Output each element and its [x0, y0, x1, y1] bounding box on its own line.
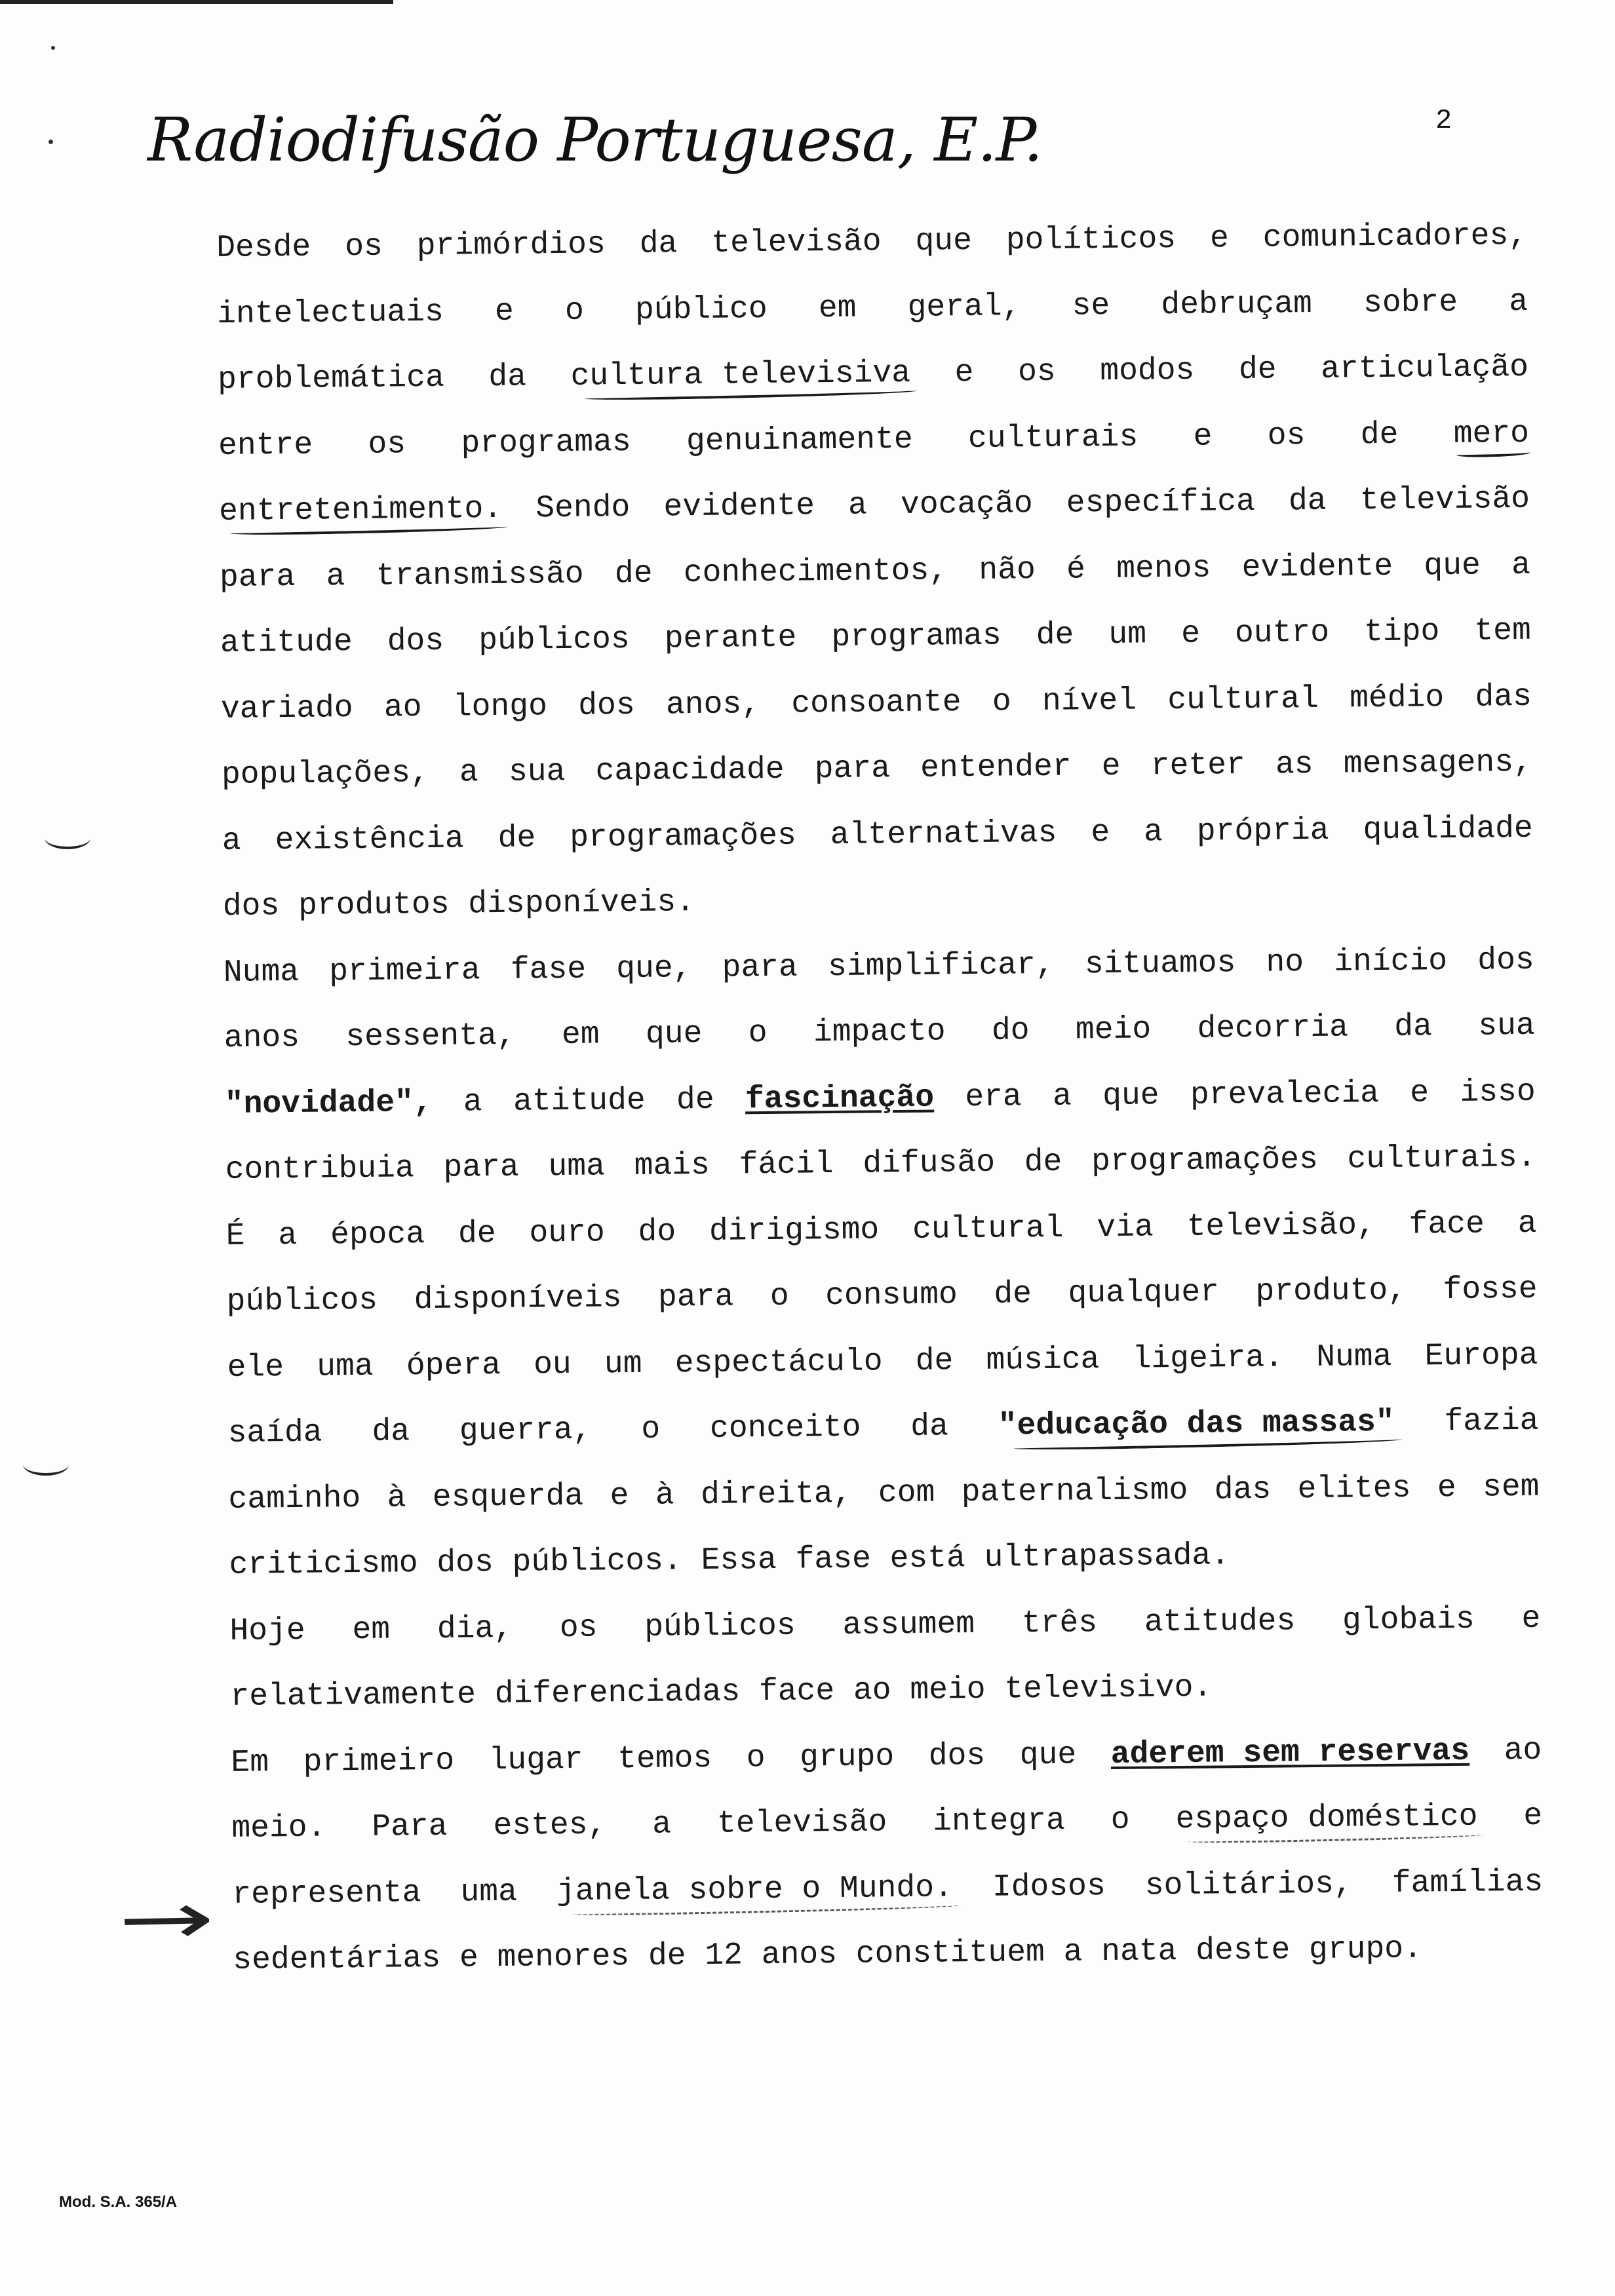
text-line: [225, 1076, 1536, 1120]
word: relativamente: [230, 1677, 477, 1715]
word: contribuia: [225, 1151, 415, 1188]
word: públicos: [478, 621, 630, 659]
paragraph: [224, 944, 1540, 1582]
page-number: 2: [1435, 105, 1452, 136]
word: sobre: [1363, 284, 1458, 321]
word: no: [1266, 944, 1304, 981]
word: um: [1108, 617, 1147, 653]
word: o: [769, 1278, 789, 1314]
text-line: [233, 1932, 1544, 1977]
text-line: [232, 1866, 1543, 1911]
word: a: [1052, 1079, 1072, 1115]
word: lugar: [488, 1742, 583, 1778]
word: dos: [928, 1738, 986, 1774]
word: constituem: [855, 1934, 1045, 1972]
word: evidente: [663, 488, 815, 526]
text-line: [218, 417, 1529, 462]
word: da: [910, 1409, 949, 1445]
word: vocação: [900, 486, 1033, 523]
word: articulação: [1320, 349, 1529, 387]
word: e: [954, 354, 974, 391]
word: alternativas: [830, 815, 1057, 853]
word: primeiro: [303, 1743, 455, 1780]
word: dos: [1477, 942, 1534, 979]
word: mero: [1453, 415, 1530, 452]
word: dos: [437, 1545, 494, 1581]
word: qualquer: [1068, 1274, 1220, 1312]
word: públicos: [644, 1608, 796, 1645]
word: e: [459, 1940, 479, 1976]
word: o: [1110, 1802, 1130, 1839]
word: que: [1102, 1077, 1159, 1114]
word: música: [986, 1341, 1100, 1379]
form-code: Mod. S.A. 365/A: [59, 2193, 178, 2211]
word: era: [965, 1079, 1022, 1115]
word: das: [1214, 1472, 1272, 1508]
word: entretenimento.: [218, 491, 503, 529]
word: fascinação: [745, 1080, 935, 1117]
word: a: [1517, 1206, 1537, 1242]
word: 12: [705, 1938, 743, 1974]
word: do: [638, 1214, 676, 1250]
word: programas: [461, 424, 631, 461]
word: televisão: [1359, 481, 1530, 519]
word: menores: [497, 1939, 630, 1976]
margin-tick-mark: [23, 1453, 69, 1476]
word: tipo: [1363, 614, 1440, 651]
word: mais: [634, 1147, 710, 1184]
word: existência: [275, 820, 464, 858]
scan-edge-rule: [0, 0, 393, 4]
word: da: [1394, 1009, 1433, 1045]
word: Sendo: [535, 489, 631, 527]
word: que: [915, 223, 973, 259]
word: tem: [1474, 613, 1532, 649]
word: a: [847, 488, 868, 524]
word: modos: [1100, 353, 1195, 390]
text-line: [226, 1271, 1538, 1320]
word: deste: [1195, 1932, 1291, 1969]
text-line: [229, 1537, 1540, 1582]
word: temos: [617, 1740, 712, 1777]
word: caminho: [228, 1480, 361, 1518]
word: cultural: [912, 1210, 1064, 1248]
text-line: [222, 813, 1533, 857]
word: Para: [372, 1808, 448, 1845]
word: Idosos: [992, 1868, 1106, 1905]
text-line: [216, 220, 1527, 265]
word: anos: [224, 1020, 300, 1056]
word: problemática: [217, 360, 445, 398]
word: do: [991, 1013, 1030, 1049]
word: época: [330, 1216, 425, 1253]
word: mensagens,: [1343, 744, 1533, 782]
word: à: [655, 1477, 674, 1514]
word: o: [564, 293, 585, 329]
word: específica: [1066, 484, 1256, 522]
word: o: [992, 683, 1011, 720]
word: sua: [508, 754, 566, 790]
word: para: [219, 559, 296, 596]
word: de: [994, 1276, 1032, 1312]
word: entender: [920, 749, 1072, 786]
word: entre: [218, 427, 313, 464]
text-line: [221, 744, 1533, 793]
word: ele: [227, 1349, 284, 1386]
word: consoante: [791, 684, 962, 722]
text-line: [224, 1010, 1535, 1055]
word: da: [1288, 483, 1327, 520]
word: simplificar,: [827, 947, 1055, 985]
word: a: [222, 823, 241, 859]
word: evidente: [1241, 548, 1393, 586]
word: o: [746, 1740, 766, 1776]
word: os: [1267, 417, 1306, 454]
word: sedentárias: [233, 1940, 441, 1978]
word: e: [610, 1478, 629, 1514]
word: e: [1523, 1798, 1543, 1834]
word: Desde: [216, 229, 311, 266]
word: fase: [795, 1541, 872, 1578]
word: aderem sem reservas: [1110, 1733, 1470, 1772]
word: sua: [1478, 1008, 1535, 1044]
text-line: [223, 879, 1534, 923]
word: ultrapassada.: [984, 1538, 1230, 1576]
word: programas: [831, 618, 1002, 656]
word: atitude: [513, 1082, 646, 1120]
word: paternalismo: [961, 1472, 1188, 1510]
word: para: [722, 949, 798, 986]
word: dirigismo: [709, 1212, 880, 1250]
word: qualidade: [1363, 811, 1534, 848]
word: via: [1097, 1209, 1154, 1246]
text-line: [225, 1208, 1536, 1252]
word: meio: [1075, 1012, 1152, 1048]
word: uma: [548, 1149, 606, 1185]
word: integra: [932, 1803, 1066, 1840]
word: outro: [1234, 615, 1330, 652]
word: ópera: [406, 1347, 501, 1384]
word: televisão: [711, 224, 882, 261]
word: início: [1334, 943, 1448, 980]
word: produto,: [1255, 1272, 1407, 1310]
word: programações: [1091, 1141, 1319, 1180]
word: elites: [1297, 1470, 1411, 1507]
word: produtos: [298, 887, 450, 924]
word: ouro: [529, 1214, 605, 1251]
word: meio: [910, 1672, 986, 1708]
word: conhecimentos,: [683, 552, 948, 591]
word: dia,: [437, 1611, 513, 1647]
word: a: [326, 558, 345, 594]
word: público: [634, 291, 768, 328]
word: e: [1101, 748, 1121, 785]
word: genuinamente: [686, 421, 913, 459]
word: disponíveis.: [468, 885, 695, 923]
word: ligeira.: [1132, 1339, 1284, 1377]
word: que: [645, 1016, 703, 1052]
word: debruçam: [1161, 286, 1313, 323]
word: guerra,: [459, 1412, 592, 1449]
word: sem: [1482, 1469, 1540, 1506]
word: e: [1180, 616, 1201, 652]
word: sessenta,: [345, 1018, 516, 1056]
word: de: [1024, 1144, 1062, 1181]
word: a: [1508, 284, 1528, 320]
word: face: [758, 1674, 835, 1710]
word: dos: [387, 623, 444, 660]
word: o: [641, 1411, 661, 1447]
word: televisão,: [1186, 1207, 1376, 1245]
word: espectáculo: [674, 1343, 883, 1381]
word: é: [1066, 551, 1086, 588]
word: ao: [853, 1673, 891, 1709]
word: e: [1521, 1601, 1541, 1637]
word: representa: [232, 1875, 421, 1913]
word: fácil: [739, 1147, 834, 1183]
word: das: [1475, 679, 1532, 716]
word: globais: [1342, 1601, 1475, 1639]
word: a: [1063, 1934, 1083, 1970]
word: isso: [1460, 1074, 1536, 1111]
word: e: [1091, 814, 1110, 851]
word: saída: [227, 1415, 322, 1451]
text-line: [231, 1734, 1542, 1779]
text-line: [227, 1403, 1539, 1451]
word: em: [352, 1612, 391, 1648]
word: nata: [1100, 1934, 1177, 1970]
word: comunicadores,: [1262, 218, 1528, 256]
word: e: [494, 294, 515, 330]
word: situamos: [1084, 945, 1236, 982]
word: programações: [569, 818, 797, 856]
word: os: [344, 229, 383, 265]
paragraph: [216, 220, 1534, 923]
word: de: [1360, 417, 1399, 453]
word: criticismo: [229, 1546, 418, 1583]
word: primeira: [328, 952, 480, 989]
word: se: [1072, 288, 1110, 324]
word: intelectuais: [216, 294, 444, 332]
word: fase: [510, 951, 587, 988]
word: e: [1410, 1075, 1430, 1111]
text-line: [227, 1339, 1538, 1384]
word: com: [878, 1475, 935, 1511]
word: em: [561, 1017, 600, 1053]
word: menos: [1116, 550, 1211, 587]
word: Em: [231, 1744, 269, 1781]
word: públicos: [226, 1282, 378, 1320]
word: a: [459, 755, 479, 791]
body-text: [216, 220, 1544, 2011]
word: estes,: [493, 1807, 607, 1845]
word: cultural: [1167, 681, 1319, 718]
word: ao: [1504, 1732, 1542, 1769]
word: de: [1238, 352, 1277, 389]
word: três: [1021, 1605, 1098, 1641]
word: "novidade",: [224, 1084, 433, 1122]
word: as: [1275, 746, 1313, 783]
word: a: [1143, 814, 1163, 850]
word: os: [1017, 354, 1056, 391]
margin-tick-mark: [45, 827, 90, 849]
word: ou: [533, 1347, 572, 1383]
word: a: [652, 1807, 672, 1843]
word: atitude: [220, 624, 353, 661]
paragraph: [231, 1734, 1544, 1977]
word: os: [368, 426, 406, 463]
text-line: [230, 1669, 1541, 1713]
word: Essa: [701, 1542, 777, 1578]
text-line: [217, 286, 1528, 330]
paragraph: [229, 1603, 1541, 1713]
word: primórdios: [416, 227, 606, 265]
word: cultura televisiva: [570, 355, 911, 394]
word: a: [1511, 547, 1531, 583]
word: políticos: [1005, 221, 1177, 259]
word: perante: [664, 620, 797, 657]
word: a: [278, 1217, 298, 1253]
word: que,: [615, 950, 692, 987]
word: Numa: [223, 954, 300, 991]
word: em: [818, 290, 857, 326]
word: populações,: [221, 755, 430, 793]
word: grupo: [799, 1738, 895, 1776]
word: janela sobre o Mundo.: [556, 1869, 954, 1909]
word: ao: [383, 689, 422, 726]
word: de: [497, 820, 536, 856]
word: fosse: [1443, 1271, 1538, 1309]
word: não: [979, 552, 1036, 588]
word: difusão: [863, 1145, 996, 1182]
text-line: [220, 549, 1530, 594]
word: direita,: [700, 1476, 852, 1513]
word: espaço doméstico: [1175, 1799, 1478, 1838]
word: decorria: [1197, 1010, 1349, 1047]
letterhead-logo: Radiodifusão Portuguesa, E.P.: [147, 105, 1043, 175]
text-line: [231, 1798, 1543, 1846]
word: um: [604, 1346, 642, 1382]
word: a: [463, 1084, 483, 1120]
word: consumo: [825, 1277, 958, 1314]
text-line: [217, 349, 1529, 398]
word: dos: [222, 889, 280, 925]
word: televisão: [716, 1805, 887, 1842]
word: uma: [316, 1349, 374, 1385]
word: e: [1209, 221, 1230, 257]
text-line: [224, 944, 1534, 989]
word: televisivo.: [1004, 1670, 1213, 1708]
word: de: [676, 1082, 714, 1118]
word: famílias: [1391, 1864, 1544, 1902]
word: de: [1036, 617, 1074, 654]
word: públicos.: [512, 1543, 683, 1580]
word: dos: [577, 687, 635, 724]
word: está: [889, 1540, 966, 1577]
word: da: [488, 359, 527, 396]
word: para: [443, 1149, 519, 1186]
text-line: [221, 681, 1532, 725]
word: anos: [761, 1937, 838, 1974]
word: e: [1437, 1470, 1456, 1506]
text-line: [228, 1471, 1539, 1516]
word: Numa: [1315, 1339, 1392, 1375]
word: os: [559, 1610, 598, 1646]
word: "educação das massas": [998, 1404, 1395, 1444]
word: de: [648, 1938, 686, 1974]
word: que: [1019, 1737, 1077, 1773]
word: esquerda: [432, 1478, 584, 1516]
word: longo: [452, 688, 548, 725]
word: grupo.: [1308, 1931, 1423, 1968]
word: meio.: [231, 1810, 326, 1846]
word: face: [1409, 1206, 1485, 1243]
word: Europa: [1424, 1337, 1538, 1374]
word: solitários,: [1144, 1866, 1353, 1904]
word: disponíveis: [414, 1280, 622, 1318]
word: própria: [1196, 813, 1329, 850]
word: de: [457, 1215, 496, 1252]
word: diferenciadas: [494, 1674, 741, 1713]
word: Hoje: [229, 1613, 305, 1649]
text-line: [229, 1603, 1540, 1647]
word: uma: [460, 1874, 518, 1911]
word: transmissão: [376, 556, 584, 594]
margin-arrow-icon: →: [115, 1875, 217, 1962]
word: reter: [1150, 747, 1246, 784]
word: que: [1424, 548, 1481, 584]
word: à: [387, 1480, 406, 1516]
word: de: [614, 556, 653, 592]
word: variado: [220, 690, 353, 727]
word: da: [639, 226, 678, 262]
word: É: [225, 1218, 245, 1254]
word: e: [1193, 418, 1213, 455]
word: para: [814, 751, 891, 788]
word: prevalecia: [1190, 1075, 1380, 1113]
word: atitudes: [1144, 1603, 1296, 1641]
word: geral,: [907, 288, 1021, 326]
word: anos,: [665, 686, 761, 723]
word: o: [748, 1015, 768, 1052]
word: da: [372, 1414, 410, 1450]
word: para: [657, 1279, 734, 1316]
word: médio: [1349, 679, 1445, 716]
text-line: [220, 615, 1531, 660]
word: conceito: [709, 1409, 861, 1447]
word: de: [915, 1343, 954, 1379]
word: culturais.: [1347, 1139, 1536, 1177]
word: assumem: [842, 1606, 975, 1643]
word: capacidade: [595, 752, 785, 790]
text-line: [225, 1139, 1536, 1188]
word: culturais: [967, 419, 1138, 457]
word: fazia: [1444, 1403, 1539, 1440]
word: impacto: [813, 1014, 946, 1051]
word: nível: [1041, 683, 1137, 719]
text-line: [218, 481, 1530, 529]
